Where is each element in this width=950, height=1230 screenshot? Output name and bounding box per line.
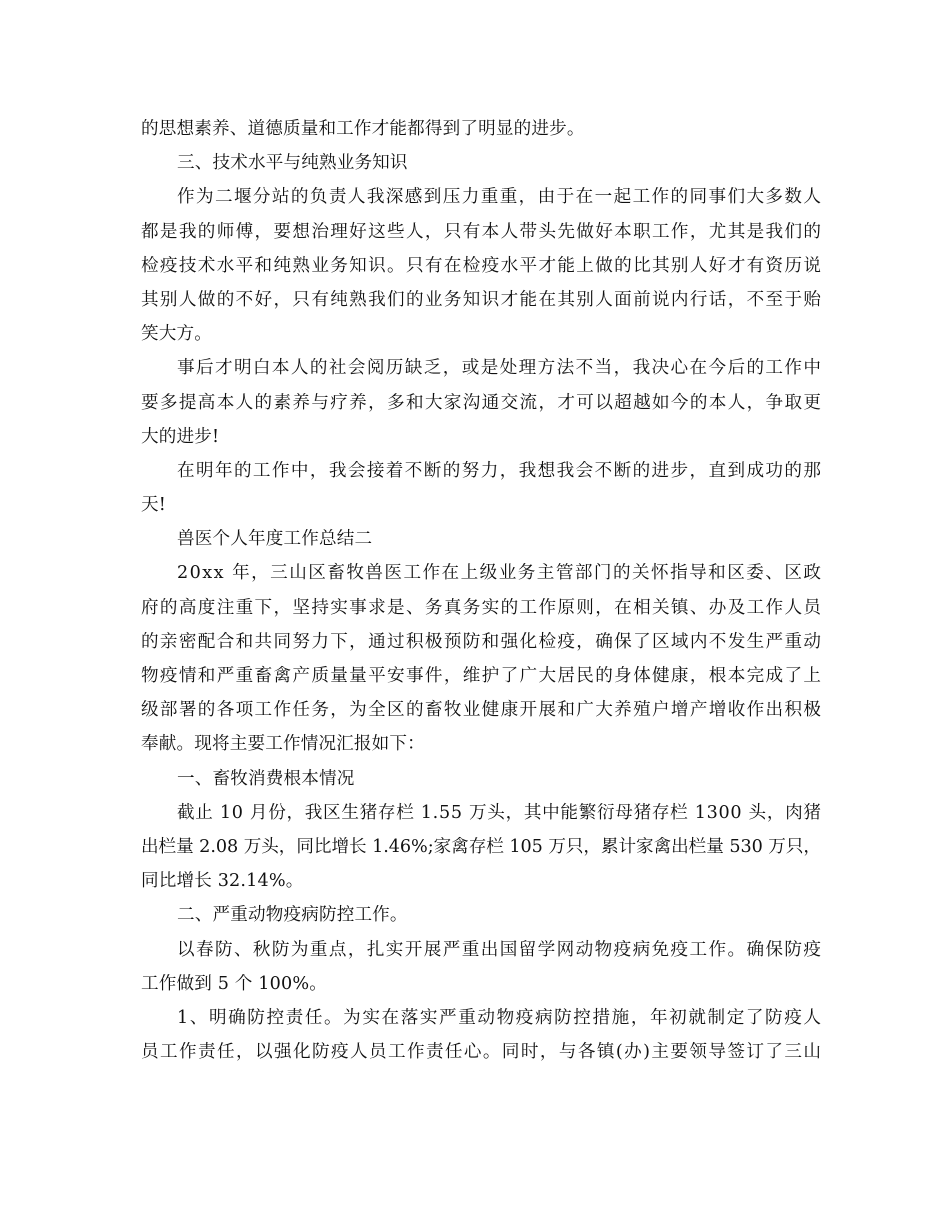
text-line: 大的进步!	[141, 426, 220, 447]
text-line: 要多提高本人的素养与疗养，多和大家沟通交流，才可以超越如今的本人，争取更	[141, 392, 823, 413]
text-line: 其别人做的不好，只有纯熟我们的业务知识才能在其别人面前说内行话，不至于贻	[141, 289, 823, 310]
text-line: 截止 10 月份，我区生猪存栏 1.55 万头，其中能繁衍母猪存栏 1300 头，肉猪	[177, 802, 822, 823]
text-line: 事后才明白本人的社会阅历缺乏，或是处理方法不当，我决心在今后的工作中	[177, 358, 823, 379]
text-line: 作为二堰分站的负责人我深感到压力重重，由于在一起工作的同事们大多数人	[177, 187, 823, 208]
text-line: 二、严重动物疫病防控工作。	[177, 905, 408, 926]
text-line: 笑大方。	[141, 324, 212, 345]
text-line: 天!	[141, 495, 166, 516]
text-line: 的思想素养、道德质量和工作才能都得到了明显的进步。	[141, 119, 585, 139]
text-line: 员工作责任，以强化防疫人员工作责任心。同时，与各镇(办)主要领导签订了三山	[141, 1042, 823, 1063]
text-line: 1、明确防控责任。为实在落实严重动物疫病防控措施，年初就制定了防疫人	[177, 1007, 823, 1028]
text-line: 级部署的各项工作任务，为全区的畜牧业健康开展和广大养殖户增产增收作出积极	[141, 700, 823, 721]
text-line: 都是我的师傅，要想治理好这些人，只有本人带头先做好本职工作，尤其是我们的	[141, 221, 823, 242]
text-line: 三、技术水平与纯熟业务知识	[177, 153, 408, 174]
text-line: 同比增长 32.14%。	[141, 871, 304, 892]
document-body	[141, 112, 821, 1069]
text-line: 的亲密配合和共同努力下，通过积极预防和强化检疫，确保了区域内不发生严重动	[141, 631, 823, 652]
text-line: 以春防、秋防为重点，扎实开展严重出国留学网动物疫病免疫工作。确保防疫	[177, 939, 823, 960]
text-line: 检疫技术水平和纯熟业务知识。只有在检疫水平才能上做的比其别人好才有资历说	[141, 255, 823, 276]
text-line: 奉献。现将主要工作情况汇报如下：	[141, 734, 425, 755]
text-line: 20xx 年，三山区畜牧兽医工作在上级业务主管部门的关怀指导和区委、区政	[177, 563, 823, 584]
text-line: 在明年的工作中，我会接着不断的努力，我想我会不断的进步，直到成功的那	[177, 460, 823, 481]
text-line: 出栏量 2.08 万头，同比增长 1.46%;家禽存栏 105 万只，累计家禽出栏量 530 万只，	[141, 836, 821, 857]
text-line: 工作做到 5 个 100%。	[141, 973, 327, 994]
text-line: 物疫情和严重畜禽产质量量平安事件，维护了广大居民的身体健康，根本完成了上	[141, 666, 823, 686]
text-line: 兽医个人年度工作总结二	[177, 529, 373, 550]
text-line: 府的高度注重下，坚持实事求是、务真务实的工作原则，在相关镇、办及工作人员	[141, 597, 823, 618]
text-line: 一、畜牧消费根本情况	[177, 768, 355, 789]
